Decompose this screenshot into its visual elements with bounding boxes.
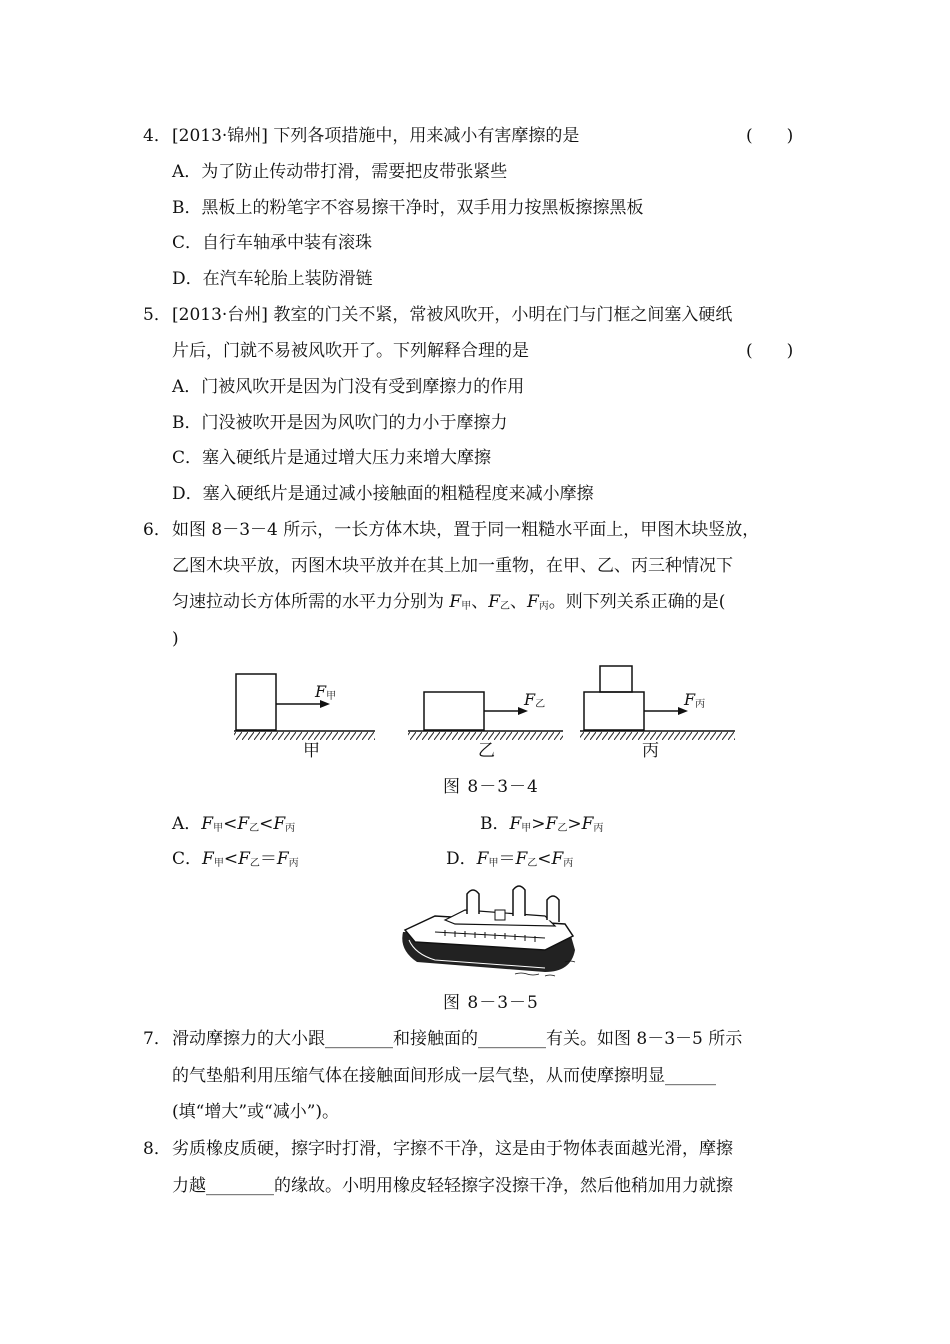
less-than: < [537, 849, 552, 869]
separator: 、 [471, 592, 489, 612]
option-label: C． [172, 849, 203, 869]
separator: 、 [510, 592, 527, 612]
figure-label-yi: 乙 [478, 741, 495, 761]
q6-line3-text: 匀速拉动长方体所需的水平力分别为 [172, 592, 450, 612]
force-symbol: F [201, 814, 214, 834]
subscript-jia: 甲 [521, 823, 532, 834]
greater-than: > [531, 814, 546, 834]
q8-number: 8． [143, 1139, 171, 1159]
q6-line3 [172, 590, 725, 619]
force-symbol: F [238, 849, 250, 869]
q5-number: 5． [143, 305, 171, 325]
force-symbol: F [273, 814, 286, 834]
subscript-yi: 乙 [535, 699, 546, 710]
subscript-jia: 甲 [461, 601, 472, 612]
q7-line3: (填“增大”或“减小”)。 [172, 1102, 340, 1122]
force-symbol: F [488, 592, 500, 612]
force-symbol: F [202, 849, 214, 869]
figure-caption-8-3-5: 图 8－3－5 [443, 993, 539, 1013]
q4-stem: [2013·锦州] 下列各项措施中，用来减小有害摩擦的是 [172, 126, 580, 146]
q6-option-d [446, 847, 573, 876]
q4-option-a: A．为了防止传动带打滑，需要把皮带张紧些 [172, 162, 508, 182]
force-symbol: F [449, 592, 462, 612]
option-label: B． [480, 814, 510, 834]
q6-line2: 乙图木块平放，丙图木块平放并在其上加一重物，在甲、乙、丙三种情况下 [172, 556, 733, 576]
q6-option-a [172, 812, 295, 841]
subscript-bing: 丙 [538, 601, 549, 612]
equals: ＝ [259, 849, 277, 869]
subscript-yi: 乙 [249, 823, 260, 834]
option-label: D． [446, 849, 477, 869]
force-symbol: F [581, 814, 594, 834]
q7-line2: 的气垫船利用压缩气体在接触面间形成一层气垫，从而使摩擦明显______ [172, 1066, 716, 1086]
subscript-jia: 甲 [326, 691, 337, 702]
subscript-jia: 甲 [213, 823, 224, 834]
force-label-bing [684, 688, 705, 717]
subscript-yi: 乙 [500, 601, 510, 612]
force-symbol: F [524, 690, 536, 709]
subscript-jia: 甲 [488, 858, 499, 869]
option-label: A． [172, 814, 202, 834]
subscript-bing: 丙 [288, 858, 299, 869]
subscript-jia: 甲 [213, 858, 224, 869]
q4-option-d: D．在汽车轮胎上装防滑链 [172, 269, 373, 289]
subscript-yi: 乙 [527, 858, 538, 869]
q7-number: 7． [143, 1029, 171, 1049]
q5-option-a: A．门被风吹开是因为门没有受到摩擦力的作用 [172, 377, 525, 397]
force-symbol: F [509, 814, 522, 834]
figure-label-jia: 甲 [303, 741, 320, 761]
q4-number: 4． [143, 126, 171, 146]
q4-answer-paren: ( ) [746, 126, 794, 146]
force-symbol: F [237, 814, 250, 834]
force-symbol: F [276, 849, 289, 869]
force-symbol: F [551, 849, 564, 869]
subscript-bing: 丙 [563, 858, 574, 869]
force-symbol: F [515, 849, 528, 869]
q6-option-b [480, 812, 603, 841]
subscript-bing: 丙 [593, 823, 604, 834]
q8-line1: 劣质橡皮质硬，擦字时打滑，字擦不干净，这是由于物体表面越光滑，摩擦 [172, 1139, 733, 1159]
force-symbol: F [545, 814, 558, 834]
less-than: < [223, 849, 239, 869]
figure-label-bing: 丙 [642, 741, 659, 761]
subscript-bing: 丙 [285, 823, 296, 834]
subscript-bing: 丙 [695, 699, 706, 710]
force-symbol: F [527, 592, 539, 612]
greater-than: > [567, 814, 582, 834]
figure-bing [580, 666, 735, 740]
equals: ＝ [498, 849, 516, 869]
q4-option-c: C．自行车轴承中装有滚珠 [172, 233, 373, 253]
subscript-yi: 乙 [249, 858, 260, 869]
force-symbol: F [684, 690, 696, 709]
q5-option-d: D．塞入硬纸片是通过减小接触面的粗糙程度来减小摩擦 [172, 484, 594, 504]
q6-number: 6． [143, 520, 171, 540]
q5-stem-line2: 片后，门就不易被风吹开了。下列解释合理的是 [172, 341, 529, 361]
q5-stem-line1: [2013·台州] 教室的门关不紧，常被风吹开，小明在门与门框之间塞入硬纸 [172, 305, 733, 325]
figure-jia [234, 674, 375, 740]
q8-line2: 力越________的缘故。小明用橡皮轻轻擦字没擦干净，然后他稍加用力就擦 [172, 1176, 733, 1196]
q6-option-c [172, 847, 299, 876]
q6-line3-end: 。则下列关系正确的是( [548, 592, 726, 612]
force-label-jia [315, 680, 336, 709]
q6-line1: 如图 8－3－4 所示，一长方体木块，置于同一粗糙水平面上，甲图木块竖放， [172, 520, 760, 540]
hovercraft-figure [395, 880, 585, 980]
q7-line1: 滑动摩擦力的大小跟________和接触面的________有关。如图 8－3－5 所示 [172, 1029, 743, 1049]
q5-option-b: B．门没被吹开是因为风吹门的力小于摩擦力 [172, 413, 508, 433]
q5-answer-paren: ( ) [746, 341, 794, 361]
q6-line4: ) [172, 629, 179, 649]
q4-option-b: B．黑板上的粉笔字不容易擦干净时，双手用力按黑板擦擦黑板 [172, 198, 644, 218]
force-symbol: F [315, 682, 327, 701]
q5-option-c: C．塞入硬纸片是通过增大压力来增大摩擦 [172, 448, 492, 468]
less-than: < [259, 814, 274, 834]
subscript-yi: 乙 [557, 823, 568, 834]
force-symbol: F [476, 849, 489, 869]
figure-caption-8-3-4: 图 8－3－4 [443, 777, 539, 797]
less-than: < [223, 814, 238, 834]
force-label-yi [524, 688, 545, 717]
